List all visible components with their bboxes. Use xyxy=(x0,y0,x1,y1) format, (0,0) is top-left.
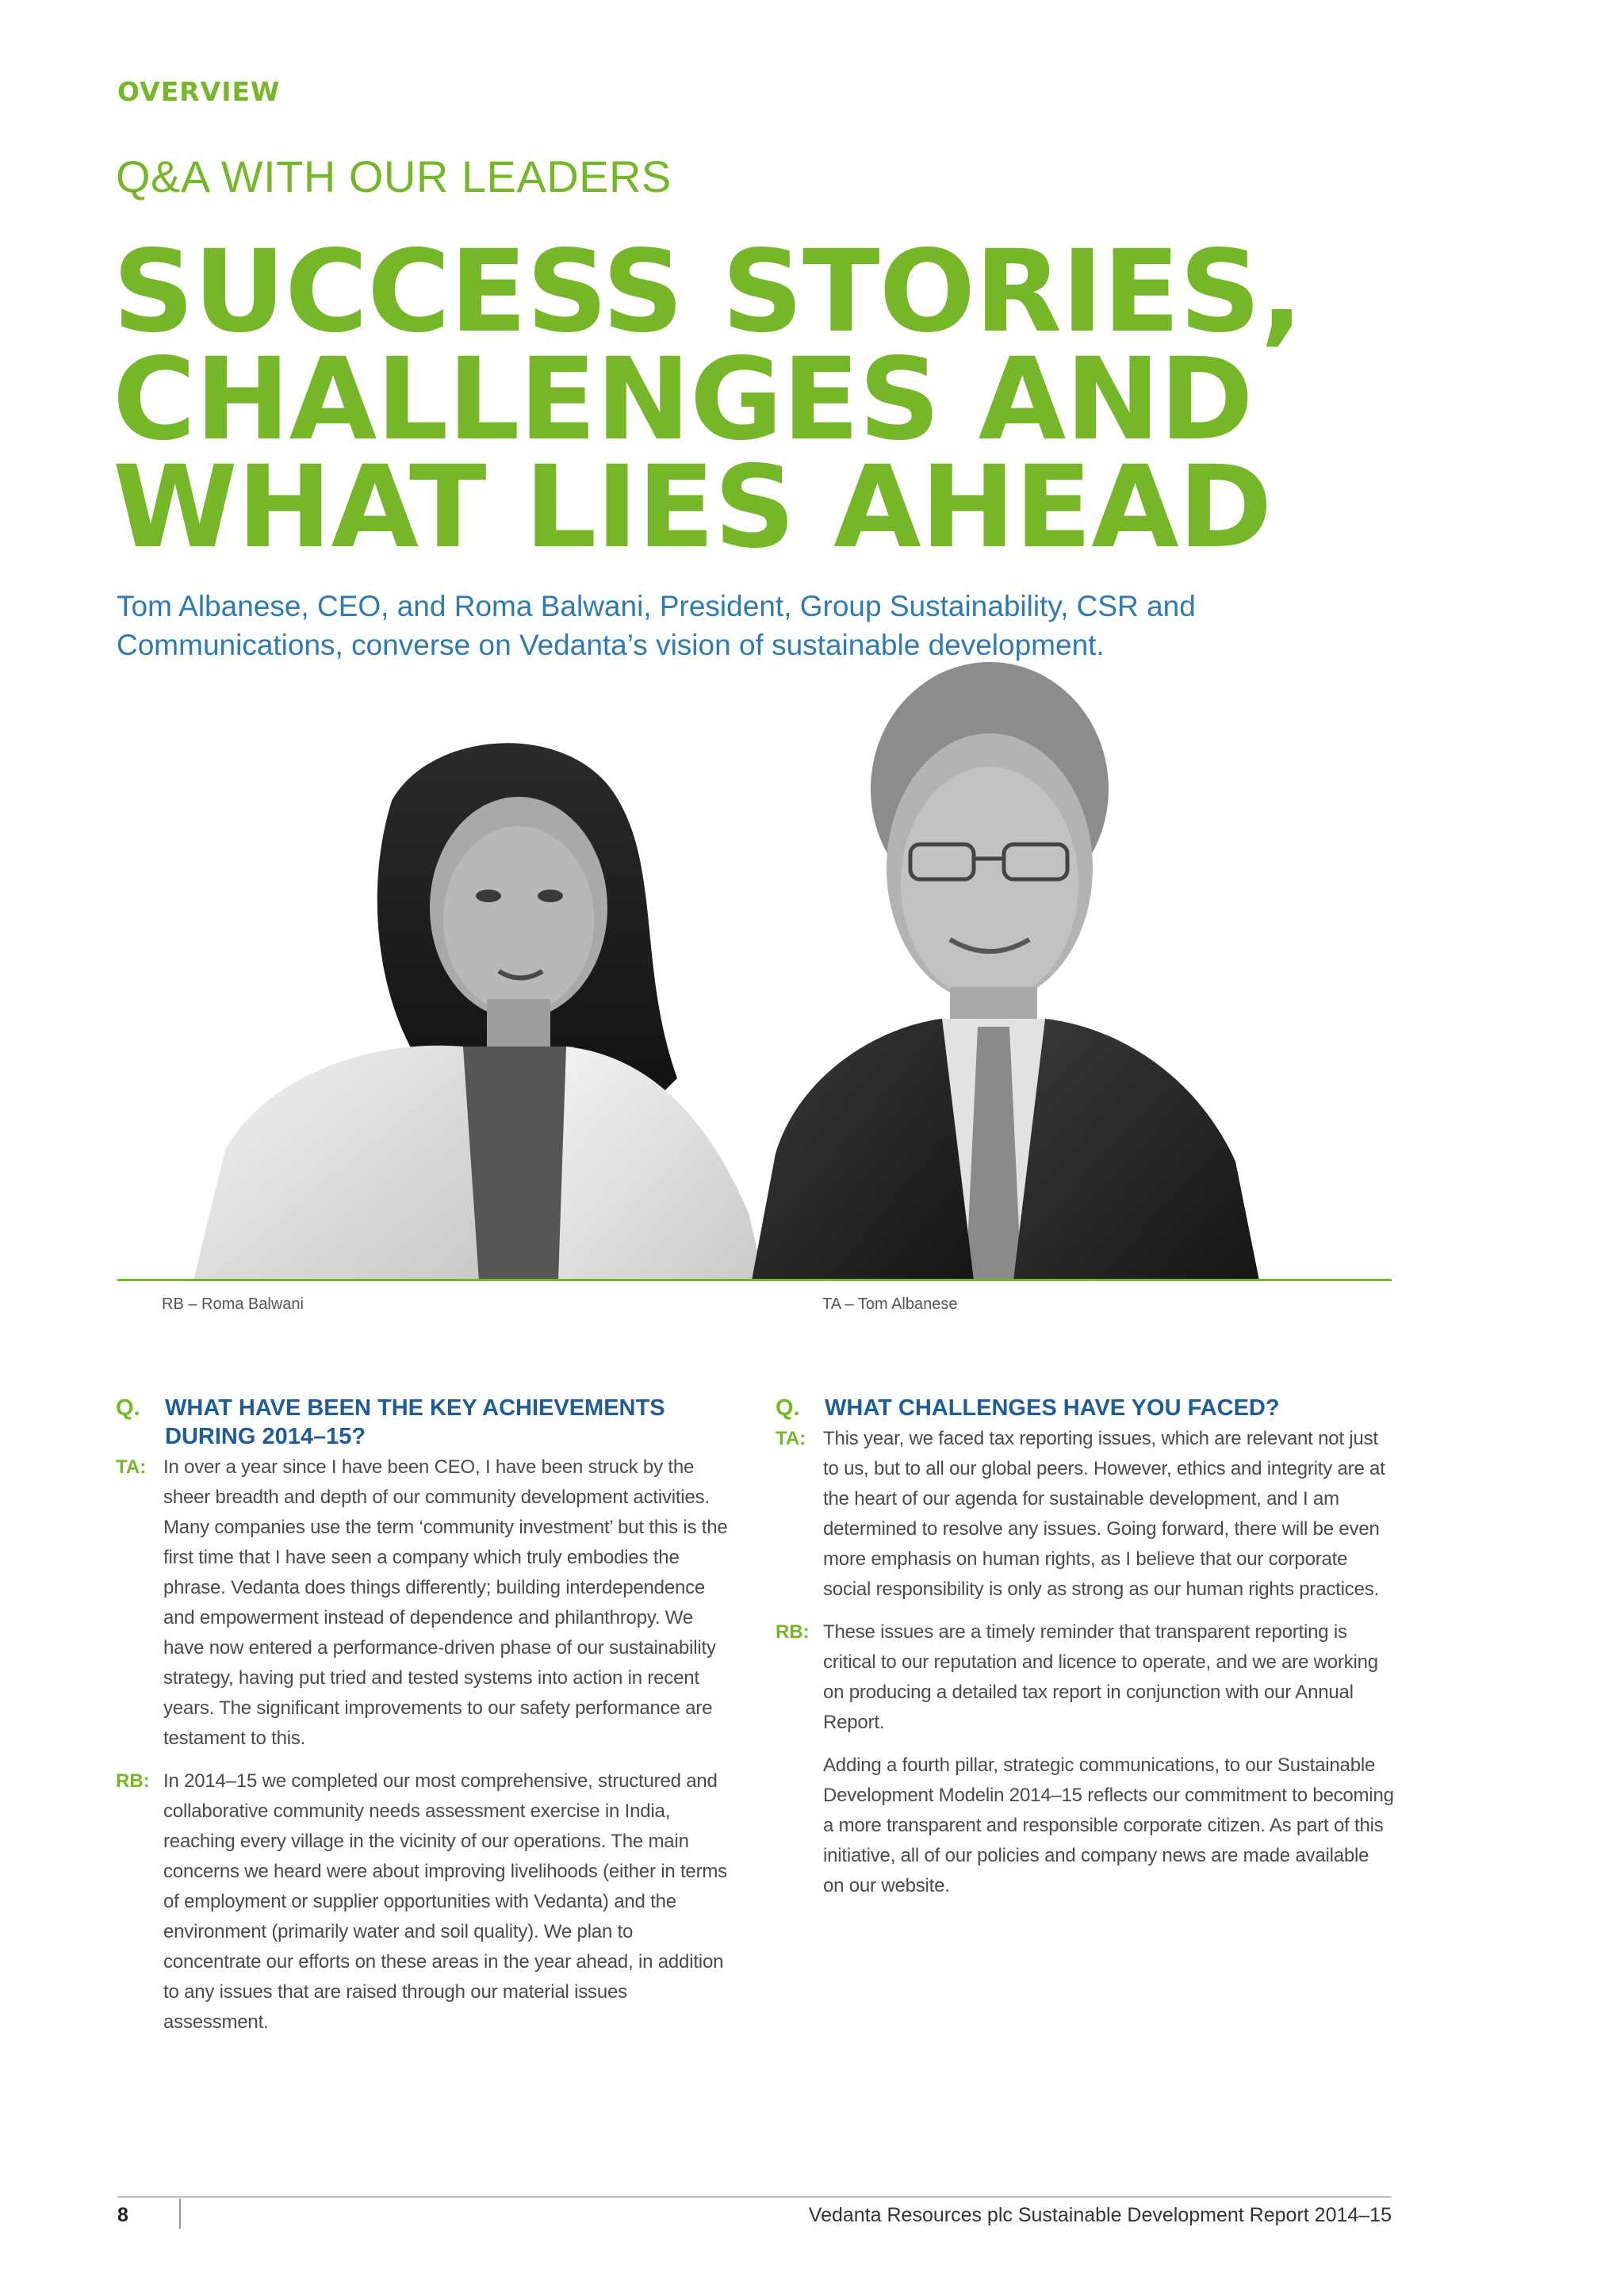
qa-right-column xyxy=(776,1394,1394,1901)
headline-line-2: CHALLENGES AND xyxy=(113,333,1253,465)
headline-line-1: SUCCESS STORIES, xyxy=(113,225,1303,358)
portrait-tom-albanese xyxy=(752,646,1259,1280)
question-marker: Q. xyxy=(776,1395,800,1421)
footer-tick xyxy=(179,2198,181,2229)
answer-ta xyxy=(776,1424,1394,1605)
intro-paragraph: Tom Albanese, CEO, and Roma Balwani, President, Group Sustainability, CSR and Communications, converse on Vedanta’s vision of sustainable development. xyxy=(117,590,1196,661)
answer-text: In over a year since I have been CEO, I have been struck by the sheer breadth and depth of our community development activities. Many companies use the term ‘community investment’ but this is the first time that I have seen a company which truly embodies the phrase. Vedanta does things differently; building interdependence and empowerment instead of dependence and philanthropy. We have now entered a performance-driven phase of our sustainability strategy, having put tried and tested systems into action in recent years. The significant improvements to our safety performance are testament to this. xyxy=(163,1456,728,1749)
answer-text: These issues are a timely reminder that transparent reporting is critical to our reputation and licence to operate, and we are working on producing a detailed tax report in conjunction with our Annual Report. xyxy=(823,1621,1378,1733)
caption-roma-balwani: RB – Roma Balwani xyxy=(162,1295,304,1313)
question-text: WHAT HAVE BEEN THE KEY ACHIEVEMENTS DURING 2014–15? xyxy=(165,1395,665,1449)
page-number: 8 xyxy=(117,2204,128,2226)
answer-text: Adding a fourth pillar, strategic communications, to our Sustainable Development Modelin 2014–15 reflects our commitment to becoming a more transparent and responsible corporate citizen. As part of this initiative, all of our policies and company news are made available on our website. xyxy=(823,1755,1394,1896)
photo-divider xyxy=(117,1279,1392,1281)
answer-speaker-tag: TA: xyxy=(776,1428,806,1449)
headline-line-3: WHAT LIES AHEAD xyxy=(113,441,1272,573)
kicker-title: Q&A WITH OUR LEADERS xyxy=(116,151,672,201)
question-text: WHAT CHALLENGES HAVE YOU FACED? xyxy=(825,1395,1280,1421)
footer-divider xyxy=(117,2196,1392,2198)
answer-speaker-tag: TA: xyxy=(116,1456,147,1478)
answer-text: This year, we faced tax reporting issues, which are relevant not just to us, but to all our global peers. However, ethics and integrity are at the heart of our agenda for sustainable development, and I am determined to resolve any issues. Going forward, there will be even more emphasis on human rights, as I believe that our corporate social responsibility is only as strong as our human rights practices. xyxy=(823,1428,1385,1600)
answer-rb xyxy=(776,1617,1394,1738)
answer-rb xyxy=(116,1766,734,2038)
answer-text: In 2014–15 we completed our most comprehensive, structured and collaborative community needs assessment exercise in India, reaching every village in the vicinity of our operations. The main concerns we heard were about improving livelihoods (either in terms of employment or supplier opportunities with Vedanta) and the environment (primarily water and soil quality). We plan to concentrate our efforts on these areas in the year ahead, in addition to any issues that are raised through our material issues assessment. xyxy=(163,1770,727,2033)
question-block xyxy=(116,1394,734,1451)
answer-speaker-tag: RB: xyxy=(116,1770,150,1792)
answer-speaker-tag: RB: xyxy=(776,1621,810,1643)
qa-left-column xyxy=(116,1394,734,2038)
footer-title: Vedanta Resources plc Sustainable Development Report 2014–15 xyxy=(808,2204,1392,2226)
portraits xyxy=(117,706,1392,1280)
answer-ta xyxy=(116,1452,734,1754)
question-marker: Q. xyxy=(116,1395,140,1421)
question-block xyxy=(776,1394,1394,1422)
caption-tom-albanese: TA – Tom Albanese xyxy=(822,1295,958,1313)
answer-rb-continued xyxy=(776,1751,1394,1901)
section-label: OVERVIEW xyxy=(117,76,281,107)
page-headline xyxy=(113,225,1461,573)
portrait-roma-balwani xyxy=(193,706,764,1280)
